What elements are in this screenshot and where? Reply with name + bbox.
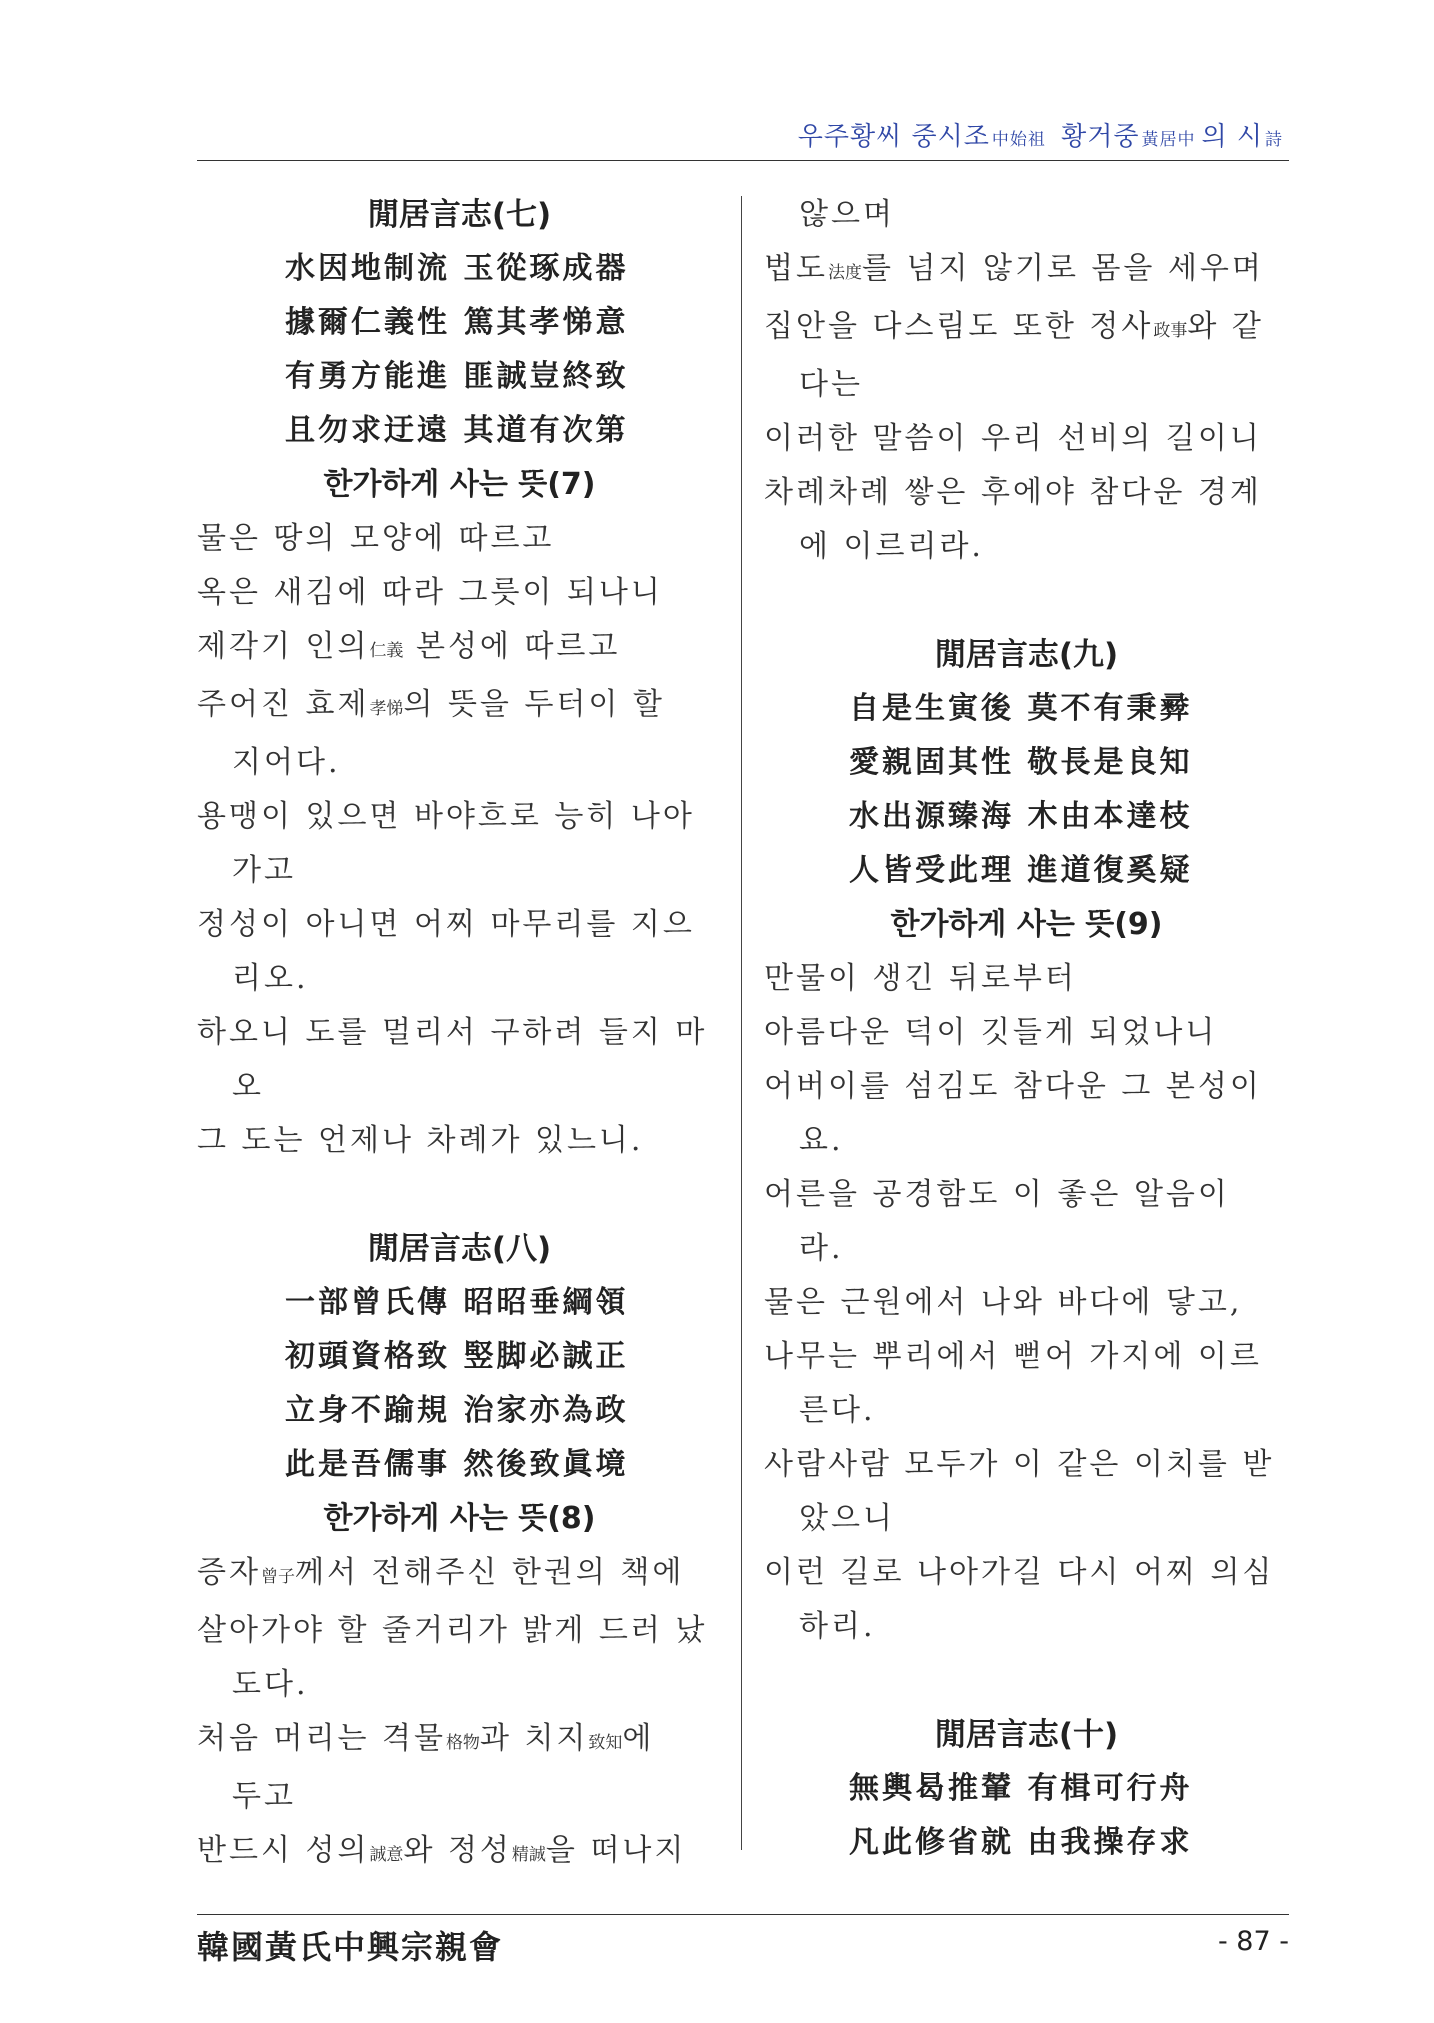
translation-title-8: 한가하게 사는 뜻(8) — [323, 1501, 596, 1536]
column-divider — [741, 196, 742, 1850]
poem-title-8: 閒居言志(八) — [367, 1231, 552, 1267]
translation-line: 이런 길로 나아가길 다시 어찌 의심 — [764, 1555, 1275, 1590]
poem-line: 無輿曷推輦 有楫可行舟 — [849, 1771, 1193, 1806]
translation-line-continued — [764, 1492, 1289, 1546]
poem-line: 此是吾儒事 然後致眞境 — [285, 1447, 629, 1482]
text-run: 와 정성 — [403, 1833, 512, 1868]
text-run: 하리. — [799, 1609, 876, 1644]
hanja-annotation: 政事 — [1153, 321, 1188, 341]
translation-line: 그 도는 언제나 차례가 있느니. — [197, 1123, 644, 1158]
translation-line: 용맹이 있으면 바야흐로 능히 나아 — [197, 799, 695, 834]
header-hanja-2: 黃居中 — [1141, 130, 1196, 150]
left-column — [197, 188, 722, 1882]
text-run: 를 넘지 않기로 몸을 세우며 — [861, 251, 1264, 286]
text-run: 가고 — [232, 853, 296, 888]
text-run: 다는 — [799, 367, 863, 402]
text-run: 본성에 따르고 — [403, 629, 621, 664]
translation-line: 이러한 말씀이 우리 선비의 길이니 — [764, 421, 1262, 456]
translation-line-continued — [197, 1658, 722, 1712]
translation-line: 차례차례 쌓은 후에야 참다운 경계 — [764, 475, 1262, 510]
text-run: 법도 — [764, 251, 828, 286]
hanja-annotation: 誠意 — [369, 1845, 404, 1865]
translation-line-continued — [197, 844, 722, 898]
translation-line-continued — [197, 952, 722, 1006]
hanja-annotation: 格物 — [445, 1733, 480, 1753]
running-header — [197, 116, 1289, 158]
poem-line: 水出源臻海 木由本達枝 — [849, 799, 1193, 834]
spacer — [764, 574, 1289, 628]
poem-line: 愛親固其性 敬長是良知 — [849, 745, 1193, 780]
header-text-1: 우주황씨 중시조 — [797, 122, 990, 152]
poem-line: 立身不踰規 治家亦為政 — [285, 1393, 629, 1428]
header-rule — [197, 160, 1289, 161]
translation-line-continued — [764, 520, 1289, 574]
header-text-3: 의 시 — [1201, 122, 1263, 152]
poem-line: 且勿求迂遠 其道有次第 — [285, 413, 629, 448]
text-run: 처음 머리는 격물 — [197, 1721, 446, 1756]
text-run: 께서 전해주신 한권의 책에 — [294, 1555, 685, 1590]
text-run: 에 — [622, 1721, 655, 1756]
translation-line-continued — [764, 1600, 1289, 1654]
text-run: 증자 — [197, 1555, 261, 1590]
translation-line-continued — [197, 736, 722, 790]
translation-line: 옥은 새김에 따라 그릇이 되나니 — [197, 575, 663, 610]
translation-line — [197, 678, 722, 736]
poem-line: 一部曾氏傳 昭昭垂綱領 — [285, 1285, 629, 1320]
text-run: 반드시 성의 — [197, 1833, 370, 1868]
hanja-annotation: 精誠 — [511, 1845, 546, 1865]
translation-title-9: 한가하게 사는 뜻(9) — [890, 907, 1163, 942]
translation-line-continued — [197, 1770, 722, 1824]
translation-line: 어버이를 섬김도 참다운 그 본성이 — [764, 1069, 1262, 1104]
translation-line: 나무는 뿌리에서 뻗어 가지에 이르 — [764, 1339, 1262, 1374]
translation-line-continued — [764, 188, 1289, 242]
translation-line — [197, 620, 722, 678]
translation-line: 하오니 도를 멀리서 구하려 들지 마 — [197, 1015, 708, 1050]
translation-line: 정성이 아니면 어찌 마무리를 지으 — [197, 907, 695, 942]
poem-line: 人皆受此理 進道復奚疑 — [849, 853, 1193, 888]
translation-line: 만물이 생긴 뒤로부터 — [764, 961, 1077, 996]
translation-line-continued — [197, 1060, 722, 1114]
poem-line: 初頭資格致 竪脚必誠正 — [285, 1339, 629, 1374]
translation-line-continued — [764, 358, 1289, 412]
spacer — [197, 1168, 722, 1222]
translation-line: 물은 땅의 모양에 따르고 — [197, 521, 555, 556]
translation-line — [764, 300, 1289, 358]
text-run: 지어다. — [232, 745, 341, 780]
translation-line-continued — [764, 1114, 1289, 1168]
hanja-annotation: 致知 — [588, 1733, 623, 1753]
text-run: 도다. — [232, 1667, 309, 1702]
text-run: 주어진 효제 — [197, 687, 370, 722]
translation-line: 어른을 공경함도 이 좋은 알음이 — [764, 1177, 1230, 1212]
text-run: 와 같 — [1187, 309, 1264, 344]
text-run: 른다. — [799, 1393, 876, 1428]
poem-line: 據爾仁義性 篤其孝悌意 — [285, 305, 629, 340]
translation-line — [764, 242, 1289, 300]
poem-line: 凡此修省就 由我操存求 — [849, 1825, 1193, 1860]
page-number: - 87 - — [1217, 1926, 1289, 1957]
spacer — [764, 1654, 1289, 1708]
translation-line — [197, 1712, 722, 1770]
translation-line-continued — [764, 1222, 1289, 1276]
right-column — [764, 188, 1289, 1870]
hanja-annotation: 法度 — [827, 263, 862, 283]
poem-title-7: 閒居言志(七) — [367, 197, 552, 233]
poem-title-9: 閒居言志(九) — [934, 637, 1119, 673]
poem-line: 水因地制流 玉從琢成器 — [285, 251, 629, 286]
translation-line: 물은 근원에서 나와 바다에 닿고, — [764, 1285, 1243, 1320]
translation-line — [197, 1824, 722, 1882]
text-run: 제각기 인의 — [197, 629, 370, 664]
text-run: 라. — [799, 1231, 844, 1266]
poem-title-10: 閒居言志(十) — [934, 1717, 1119, 1753]
translation-line: 아름다운 덕이 깃들게 되었나니 — [764, 1015, 1218, 1050]
text-run: 리오. — [232, 961, 309, 996]
poem-line: 自是生寅後 莫不有秉彛 — [849, 691, 1193, 726]
text-run: 의 뜻을 두터이 할 — [403, 687, 665, 722]
header-hanja-3: 詩 — [1265, 130, 1283, 150]
translation-line: 살아가야 할 줄거리가 밝게 드러 났 — [197, 1613, 708, 1648]
text-run: 오 — [232, 1069, 264, 1104]
text-run: 과 치지 — [479, 1721, 589, 1756]
text-run: 두고 — [232, 1779, 296, 1814]
poem-line: 有勇方能進 匪誠豈終致 — [285, 359, 629, 394]
text-run: 않으며 — [799, 197, 895, 232]
translation-line: 사람사람 모두가 이 같은 이치를 받 — [764, 1447, 1275, 1482]
header-hanja-1: 中始祖 — [991, 130, 1046, 150]
hanja-annotation: 仁義 — [369, 641, 404, 661]
publisher-name: 韓國黃氏中興宗親會 — [197, 1928, 504, 1966]
translation-line-continued — [764, 1384, 1289, 1438]
text-run: 집안을 다스림도 또한 정사 — [764, 309, 1154, 344]
text-run: 에 이르리라. — [799, 529, 984, 564]
translation-title-7: 한가하게 사는 뜻(7) — [323, 467, 596, 502]
text-run: 았으니 — [799, 1501, 895, 1536]
hanja-annotation: 孝悌 — [369, 699, 404, 719]
text-run: 요. — [799, 1123, 844, 1158]
footer-rule — [197, 1914, 1289, 1915]
text-run: 을 떠나지 — [545, 1833, 687, 1868]
translation-line — [197, 1546, 722, 1604]
header-text-2: 황거중 — [1061, 122, 1140, 152]
hanja-annotation: 曾子 — [260, 1567, 295, 1587]
